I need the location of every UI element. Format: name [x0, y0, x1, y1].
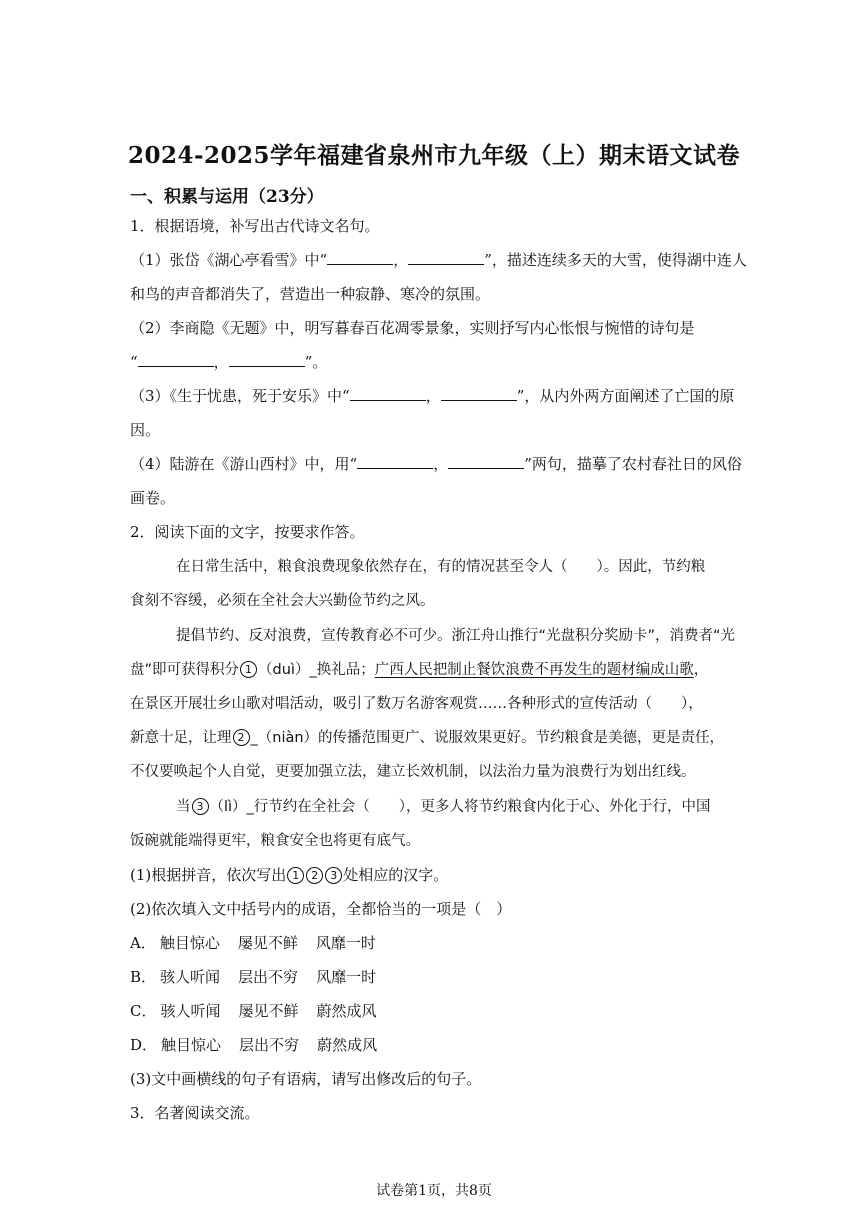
- sub-question-2: (2)依次填入文中括号内的成语，全都恰当的一项是（ ）: [130, 900, 512, 918]
- option-b[interactable]: B． 骇人听闻 层出不穷 风靡一时: [130, 968, 377, 986]
- question-1-item-3: （3）《生于忧患，死于安乐》中“ ， ”，从内外两方面阐述了亡国的原: [130, 387, 735, 405]
- blank-marker-2: 2: [233, 729, 250, 746]
- option-d[interactable]: D． 触目惊心 层出不穷 蔚然成风: [130, 1036, 378, 1054]
- passage-para-3: 当 3 （lì）_行节约在全社会（ ），更多人将节约粮食内化于心、外化于行，中国: [176, 799, 711, 815]
- page-footer: 试卷第1页，共8页: [376, 1183, 492, 1199]
- underlined-sentence: 广西人民把制止餐饮浪费不再发生的题材编成山歌: [374, 662, 694, 678]
- option-c[interactable]: C． 骇人听闻 屡见不鲜 蔚然成风: [130, 1002, 377, 1020]
- question-1-item-2: （2）李商隐《无题》中，明写暮春百花凋零景象，实则抒写内心怅恨与惋惜的诗句是: [130, 319, 695, 337]
- blank-marker-3: 3: [192, 798, 209, 815]
- blank-marker-1: 1: [240, 661, 257, 678]
- question-1-item-1: （1）张岱《湖心亭看雪》中“ ， ”，描述连续多天的大雪，使得湖中连人: [130, 251, 747, 269]
- answer-blank[interactable]: [448, 454, 524, 469]
- answer-blank[interactable]: [350, 386, 426, 401]
- passage-para-1: 在日常生活中，粮食浪费现象依然存在，有的情况甚至令人（ ）。因此，节约粮: [176, 559, 706, 575]
- passage-para-3-cont: 饭碗就能端得更牢，粮食安全也将更有底气。: [130, 833, 420, 849]
- question-1-item-3-cont: 因。: [130, 421, 161, 439]
- sub-question-1: (1)根据拼音，依次写出 1 2 3 处相应的汉字。: [130, 866, 449, 884]
- question-3-stem: 3．名著阅读交流。: [130, 1104, 260, 1122]
- answer-blank[interactable]: [408, 250, 484, 265]
- passage-para-2-line-5: 不仅要唤起个人自觉，更要加强立法，建立长效机制，以法治力量为浪费行为划出红线。: [130, 764, 696, 780]
- question-1-item-4: （4）陆游在《游山西村》中，用“ ， ”两句，描摹了农村春社日的风俗: [130, 455, 742, 473]
- answer-blank[interactable]: [229, 352, 305, 367]
- sub-question-3: (3)文中画横线的句子有语病，请写出修改后的句子。: [130, 1070, 482, 1088]
- page-title: 2024-2025学年福建省泉州市九年级（上）期末语文试卷: [127, 142, 741, 169]
- answer-blank[interactable]: [327, 250, 393, 265]
- answer-blank[interactable]: [441, 386, 517, 401]
- option-a[interactable]: A． 触目惊心 屡见不鲜 风靡一时: [130, 934, 376, 952]
- passage-para-2-line-2: 盘”即可获得积分 1 （duì）_换礼品；广西人民把制止餐饮浪费不再发生的题材编成山歌，: [130, 662, 709, 678]
- answer-blank[interactable]: [138, 352, 214, 367]
- passage-para-2: 提倡节约、反对浪费，宣传教育必不可少。浙江舟山推行“光盘积分奖励卡”，消费者“光: [176, 628, 736, 644]
- passage-para-2-line-4: 新意十足，让理 2 _（niàn）的传播范围更广、说服效果更好。节约粮食是美德，更是责任，: [130, 730, 725, 746]
- question-1-item-2-cont: “ ， ”。: [130, 353, 328, 371]
- passage-para-1-cont: 食刻不容缓，必须在全社会大兴勤俭节约之风。: [130, 593, 435, 609]
- answer-blank[interactable]: [357, 454, 433, 469]
- question-2-stem: 2．阅读下面的文字，按要求作答。: [130, 523, 365, 541]
- question-1-stem: 1．根据语境，补写出古代诗文名句。: [130, 217, 380, 235]
- passage-para-2-line-3: 在景区开展壮乡山歌对唱活动，吸引了数万名游客观赏……各种形式的宣传活动（ ），: [130, 696, 703, 712]
- question-1-item-4-cont: 画卷。: [130, 489, 176, 507]
- section-heading: 一、积累与运用（23分）: [130, 187, 324, 207]
- question-1-item-1-cont: 和鸟的声音都消失了，营造出一种寂静、寒冷的氛围。: [130, 285, 491, 303]
